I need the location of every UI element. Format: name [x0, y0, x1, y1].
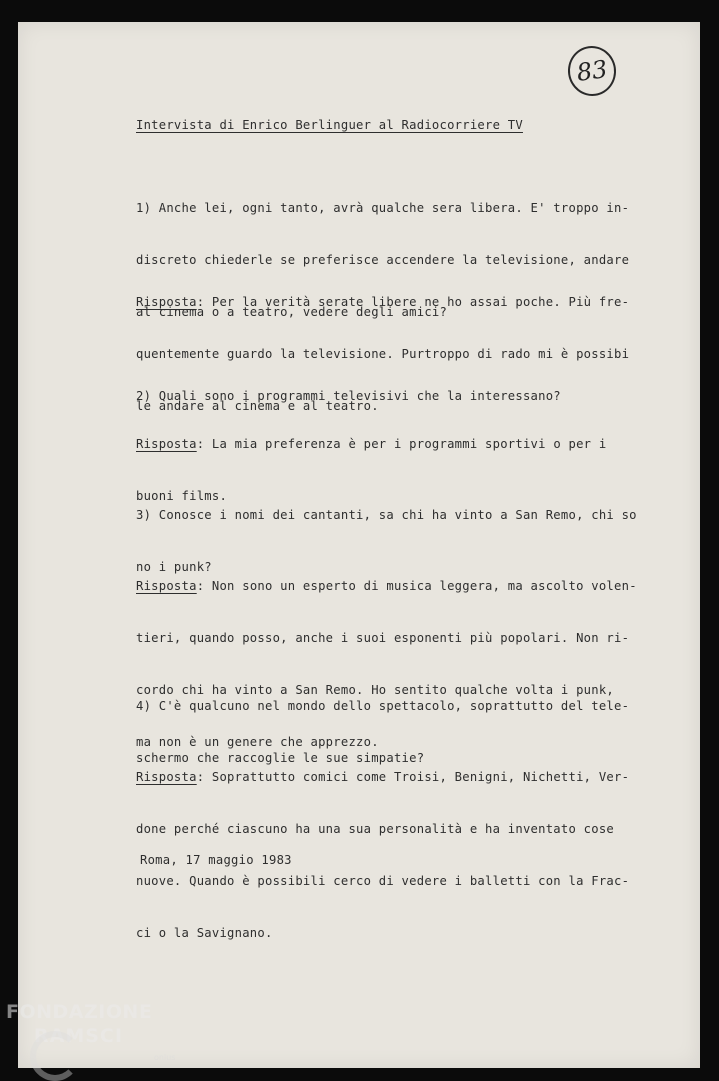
answer-line: nuove. Quando è possibili cerco di vedere i balletti con la Frac-: [136, 874, 630, 888]
answer-text: : La mia preferenza è per i programmi sportivi o per i: [196, 437, 607, 451]
answer-line: ci o la Savignano.: [136, 926, 273, 940]
answer-line: quentemente guardo la televisione. Purtroppo di rado mi è possibi: [136, 347, 630, 361]
question-line: 2) Quali sono i programmi televisivi che la interessano?: [136, 389, 561, 403]
watermark-g-logo: [30, 1031, 80, 1081]
answer-text: : Non sono un esperto di musica leggera, ma ascolto volen-: [196, 579, 637, 593]
signoff-date: Roma, 17 maggio 1983: [140, 853, 292, 867]
answer-line: le andare al cinema e al teatro.: [136, 399, 379, 413]
question-line: 4) C'è qualcuno nel mondo dello spettacolo, soprattutto del tele-: [136, 699, 630, 713]
question-line: 3) Conosce i nomi dei cantanti, sa chi ha vinto a San Remo, chi so: [136, 508, 637, 522]
question-line: discreto chiederle se preferisce accendere la televisione, andare: [136, 253, 630, 267]
document-page: [18, 22, 700, 1068]
watermark-line2: RAMSCI: [34, 1025, 123, 1047]
answer-label: Risposta: [136, 770, 197, 784]
fondazione-gramsci-watermark: [6, 1001, 176, 1062]
question-line: al cinema o a teatro, vedere degli amici?: [136, 305, 448, 319]
question-line: 1) Anche lei, ogni tanto, avrà qualche sera libera. E' troppo in-: [136, 201, 630, 215]
answer-text: : Soprattutto comici come Troisi, Benigni, Nichetti, Ver-: [196, 770, 630, 784]
question-line: schermo che raccoglie le sue simpatie?: [136, 751, 425, 765]
answer-line: ma non è un genere che apprezzo.: [136, 735, 379, 749]
answer-first-line: [136, 290, 629, 314]
answer-first-line: [136, 574, 637, 598]
question-line: no i punk?: [136, 560, 212, 574]
page-number-circled: 83: [565, 43, 619, 99]
answer-line: tieri, quando posso, anche i suoi esponenti più popolari. Non ri-: [136, 631, 630, 645]
answer-label: Risposta: [136, 579, 197, 593]
watermark-line1: FONDAZIONE: [6, 1001, 153, 1023]
answer-first-line: [136, 765, 629, 789]
answer-label: Risposta: [136, 437, 197, 451]
document-title: Intervista di Enrico Berlinguer al Radiocorriere TV: [136, 118, 523, 132]
answer-first-line: [136, 432, 606, 456]
watermark-sub: onlus: [154, 1053, 176, 1062]
answer-text: : Per la verità serate libere ne ho assai poche. Più fre-: [196, 295, 630, 309]
answer-line: buoni films.: [136, 489, 228, 503]
answer-label: Risposta: [136, 295, 197, 309]
answer-line: cordo chi ha vinto a San Remo. Ho sentito qualche volta i punk,: [136, 683, 615, 697]
answer-line: done perché ciascuno ha una sua personalità e ha inventato cose: [136, 822, 615, 836]
